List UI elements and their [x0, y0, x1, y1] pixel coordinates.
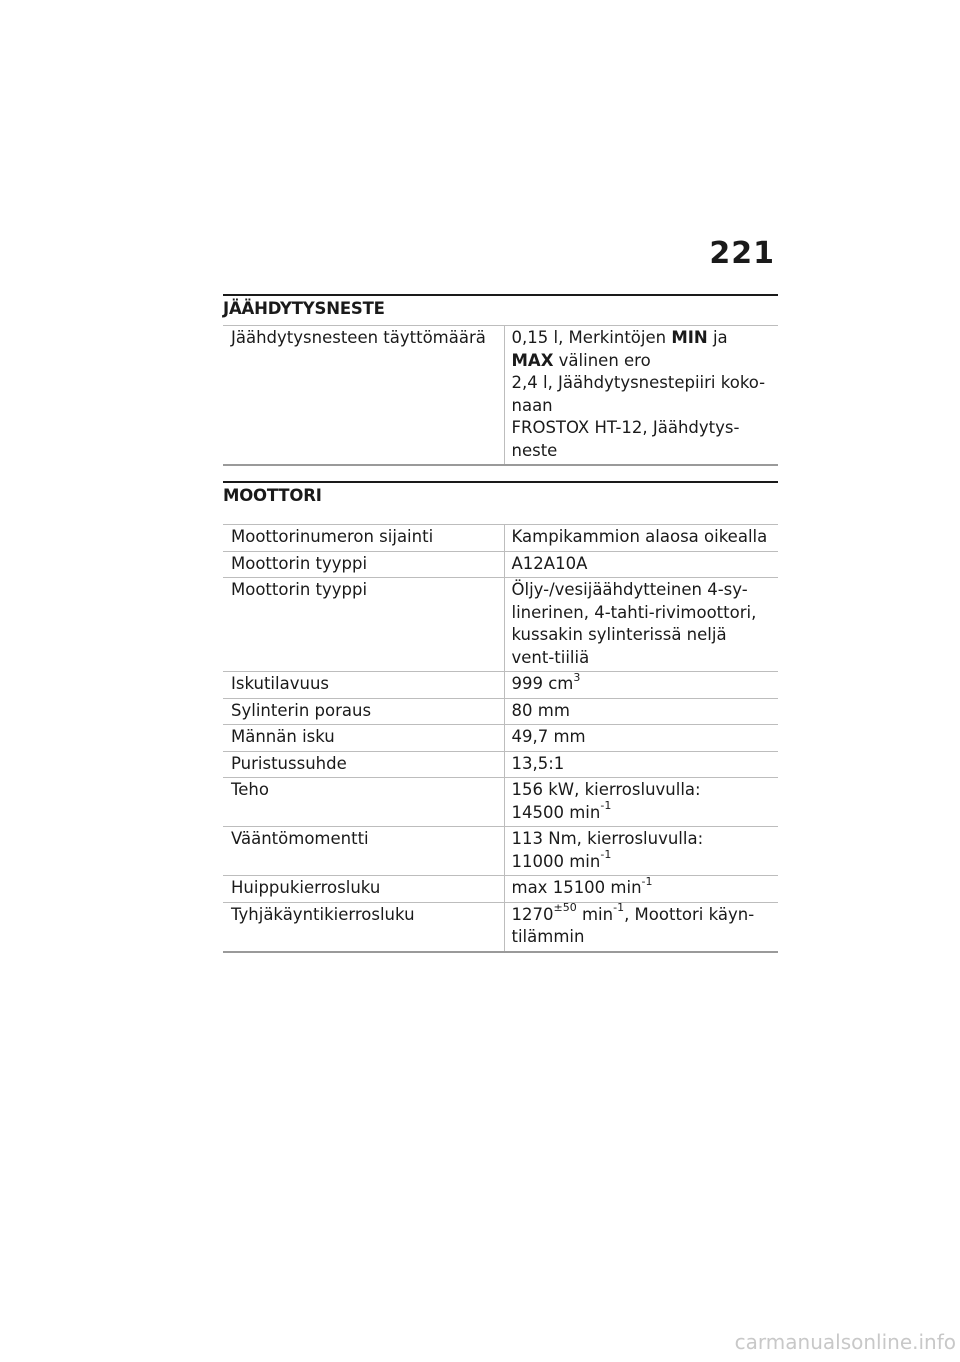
spec-value-text: 999 cm	[511, 674, 574, 693]
page-number: 221	[709, 236, 775, 271]
spec-value-max: MAX	[511, 350, 554, 370]
spec-value	[504, 672, 778, 699]
table-row	[223, 902, 778, 952]
spec-label: Männän isku	[223, 725, 504, 752]
spec-label: Moottorin tyyppi	[223, 551, 504, 578]
spec-value-text: ja	[707, 328, 728, 347]
spec-label: Iskutilavuus	[223, 672, 504, 699]
table-row	[223, 326, 778, 466]
table-row	[223, 827, 778, 876]
spec-value-text: välinen ero	[553, 350, 651, 370]
spec-label: Moottorin tyyppi	[223, 578, 504, 672]
spec-value	[504, 827, 778, 876]
spec-value-text: 113 Nm, kierrosluvulla:	[511, 829, 704, 848]
spec-value: Kampikammion alaosa oikealla	[504, 525, 778, 552]
spec-value: Öljy-/vesijäähdytteinen 4-sy-linerinen, 4-tahti-rivimoottori, kussakin sylinterissä neljä vent-tiiliä	[504, 578, 778, 672]
spec-value: 49,7 mm	[504, 725, 778, 752]
spec-label: Tyhjäkäyntikierrosluku	[223, 902, 504, 952]
spec-value-sup: 3	[573, 670, 581, 684]
spec-label: Moottorinumeron sijainti	[223, 525, 504, 552]
spec-value-text: 14500 min	[511, 802, 601, 822]
spec-value-text: FROSTOX HT-12, Jäähdytys-neste	[511, 418, 740, 460]
spec-value-sup: -1	[600, 799, 612, 812]
table-row	[223, 725, 778, 752]
table-row	[223, 778, 778, 827]
cooling-spec-table	[223, 325, 778, 466]
spec-value	[504, 326, 778, 466]
spec-label: Vääntömomentti	[223, 827, 504, 876]
table-row	[223, 698, 778, 725]
spec-value-text: min	[576, 904, 614, 924]
cooling-section	[223, 294, 778, 466]
table-row	[223, 876, 778, 903]
section-title-engine: MOOTTORI	[223, 481, 778, 512]
spec-value-text: 2,4 l, Jäähdytysnestepiiri koko-naan	[511, 373, 766, 415]
section-title-cooling: JÄÄHDYTYSNESTE	[223, 294, 778, 325]
table-row	[223, 525, 778, 552]
spec-label: Huippukierrosluku	[223, 876, 504, 903]
spec-value-sup: ±50	[553, 901, 577, 914]
engine-spec-table	[223, 524, 778, 953]
spec-value: 13,5:1	[504, 751, 778, 778]
spec-value: A12A10A	[504, 551, 778, 578]
spec-value	[504, 876, 778, 903]
table-row	[223, 672, 778, 699]
spec-value-sup: -1	[641, 874, 653, 888]
spec-value-sup: -1	[613, 901, 625, 914]
table-row	[223, 751, 778, 778]
spec-value-text: 11000 min	[511, 851, 601, 871]
spec-value	[504, 902, 778, 952]
spec-label: Puristussuhde	[223, 751, 504, 778]
spec-value-text: 1270	[511, 904, 554, 924]
watermark: carmanualsonline.info	[734, 1330, 956, 1354]
spec-label: Jäähdytysnesteen täyttömäärä	[223, 326, 504, 466]
table-row	[223, 578, 778, 672]
spec-value-text: , Moottori käyn-tilämmin	[511, 904, 755, 946]
engine-section	[223, 481, 778, 953]
spec-value-min: MIN	[671, 328, 708, 347]
spec-label: Sylinterin poraus	[223, 698, 504, 725]
spec-value: 80 mm	[504, 698, 778, 725]
spec-value-text: max 15100 min	[511, 878, 642, 897]
spec-value-sup: -1	[600, 848, 612, 861]
spec-label: Teho	[223, 778, 504, 827]
spec-value-text: 156 kW, kierrosluvulla:	[511, 780, 701, 799]
table-row	[223, 551, 778, 578]
spec-value	[504, 778, 778, 827]
spec-value-text: 0,15 l, Merkintöjen	[511, 328, 672, 347]
